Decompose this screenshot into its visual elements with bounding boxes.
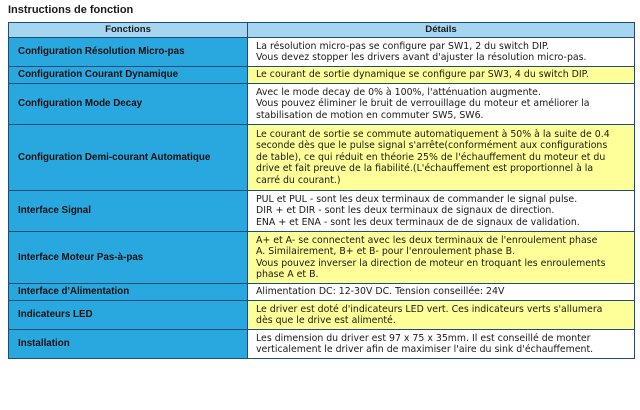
details-line: Avec le mode decay de 0% à 100%, l'atténuation augmente. (256, 86, 541, 98)
details-line: seconde dès que le pulse signal s'arrête(conformément aux configurations (256, 140, 608, 152)
details-cell (248, 232, 635, 284)
function-name-cell: Indicateurs LED (9, 301, 248, 330)
details-line: Le courant de sortie dynamique se configure par SW3, 4 du switch DIP. (256, 69, 589, 81)
details-line: Le driver est doté d'indicateurs LED vert. Ces indicateurs verts s'allumera (256, 303, 603, 315)
details-cell (248, 125, 635, 191)
table-row (9, 125, 635, 191)
page-title: Instructions de fonction (8, 4, 134, 16)
details-line: Vous devez stopper les drivers avant d'ajuster la résolution micro-pas. (256, 52, 587, 63)
table-row (9, 284, 635, 301)
details-cell (248, 284, 635, 301)
column-header-details: Détails (248, 23, 635, 38)
table-row (9, 191, 635, 232)
details-line: de table), ce qui réduit en théorie 25% de l'échauffement du moteur et du (256, 151, 606, 163)
function-name-cell: Interface Signal (9, 191, 248, 232)
details-cell (248, 330, 635, 359)
details-line: Vous pouvez éliminer le bruit de verrouillage du moteur et améliorer la (256, 98, 590, 110)
details-line: dès que le drive est alimenté. (256, 315, 396, 326)
function-name-cell: Configuration Résolution Micro-pas (9, 38, 248, 67)
table-row (9, 38, 635, 67)
details-line: carré du courant.) (256, 174, 341, 186)
function-name-cell: Configuration Courant Dynamique (9, 67, 248, 84)
function-name-cell: Configuration Mode Decay (9, 84, 248, 125)
details-line: DIR + et DIR - sont les deux terminaux de signaux de direction. (256, 205, 555, 217)
function-name-cell: Interface Moteur Pas-à-pas (9, 232, 248, 284)
details-line: Les dimension du driver est 97 x 75 x 35mm. Il est conseillé de monter (256, 332, 591, 344)
details-cell (248, 301, 635, 330)
function-name-cell: Interface d'Alimentation (9, 284, 248, 301)
details-line: phase A et B. (256, 268, 319, 280)
details-cell (248, 67, 635, 84)
details-line: Alimentation DC: 12-30V DC. Tension conseillée: 24V (256, 286, 505, 298)
details-line: verticalement le driver afin de maximiser l'aire du sink d'échauffement. (256, 344, 594, 355)
table-row (9, 67, 635, 84)
table-row (9, 84, 635, 125)
details-line: A+ et A- se connectent avec les deux terminaux de l'enroulement phase (256, 234, 598, 246)
details-cell (248, 38, 635, 67)
table-row (9, 232, 635, 284)
details-line: ENA + et ENA - sont les deux terminaux de de signaux de validation. (256, 216, 580, 228)
table-row (9, 301, 635, 330)
table-header-row (9, 23, 635, 38)
column-header-functions: Fonctions (9, 23, 248, 38)
details-cell (248, 84, 635, 125)
details-cell (248, 191, 635, 232)
details-line: A. Similairement, B+ et B- pour l'enroulement phase B. (256, 246, 516, 258)
details-line: PUL et PUL - sont les deux terminaux de commander le signal pulse. (256, 193, 578, 205)
function-instructions-table (8, 22, 635, 359)
function-name-cell: Configuration Demi-courant Automatique (9, 125, 248, 191)
function-name-cell: Installation (9, 330, 248, 359)
details-line: Le courant de sortie se commute automatiquement à 50% à la suite de 0.4 (256, 128, 610, 140)
table-row (9, 330, 635, 359)
details-line: drive et fait preuve de la fiabilité.(L'échauffement est proportionnel à la (256, 163, 594, 175)
details-line: stabilisation de motion en commuter SW5, SW6. (256, 109, 484, 121)
details-line: La résolution micro-pas se configure par SW1, 2 du switch DIP. (256, 40, 550, 52)
details-line: Vous pouvez inverser la direction de moteur en troquant les enroulements (256, 257, 606, 269)
